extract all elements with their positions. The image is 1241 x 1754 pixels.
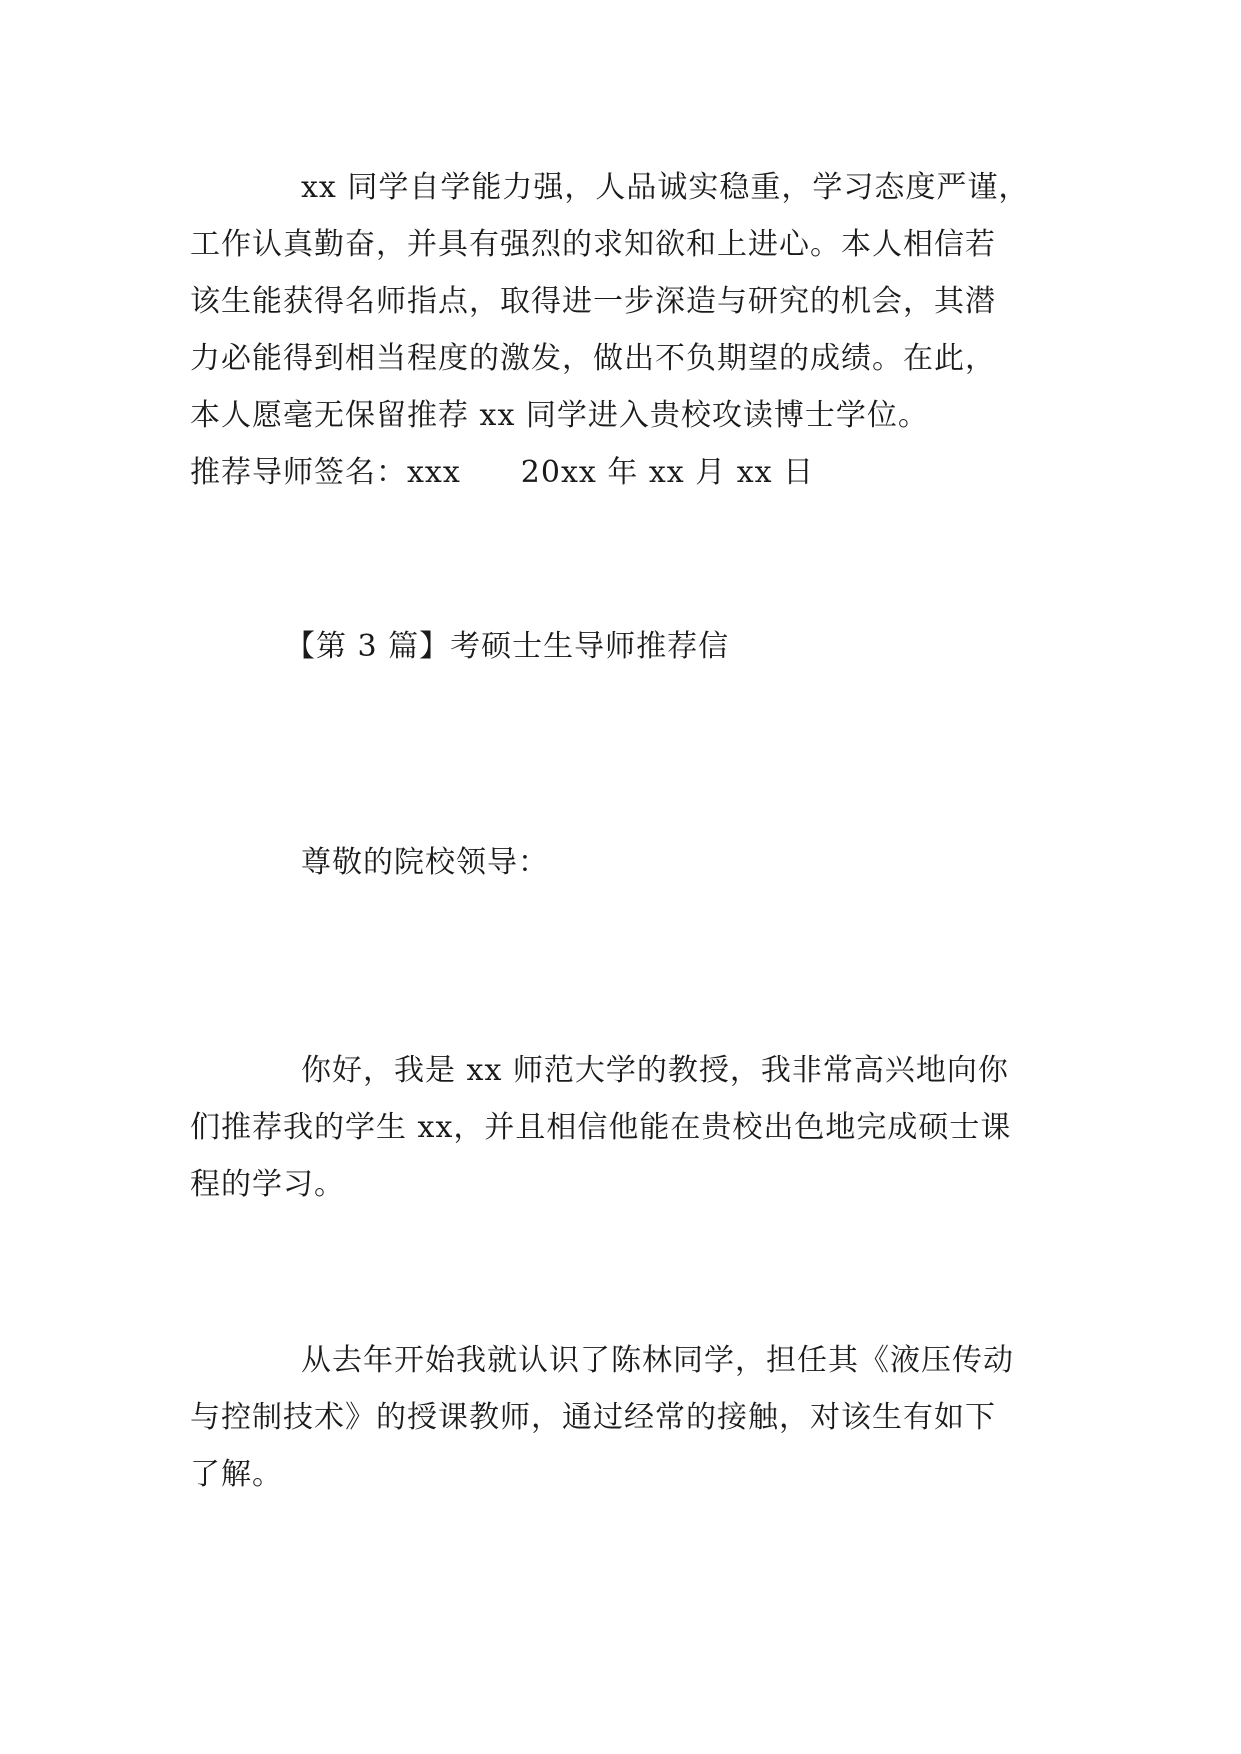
salutation-block	[190, 834, 1070, 891]
paragraph-line: 们推荐我的学生 xx，并且相信他能在贵校出色地完成硕士课	[190, 1110, 1012, 1145]
paragraph-line: 了解。	[190, 1457, 283, 1492]
paragraph-line: 程的学习。	[190, 1167, 345, 1202]
paragraph-line: 本人愿毫无保留推荐 xx 同学进入贵校攻读博士学位。	[190, 398, 929, 433]
section-heading: 【第 3 篇】考硕士生导师推荐信	[285, 629, 730, 664]
paragraph-line: 与控制技术》的授课教师，通过经常的接触，对该生有如下	[190, 1400, 996, 1435]
paragraph-recommendation-close	[190, 159, 1070, 501]
section-heading-block	[190, 618, 1070, 675]
salutation: 尊敬的院校领导：	[301, 845, 549, 880]
paragraph-line: xx 同学自学能力强，人品诚实稳重，学习态度严谨，	[301, 170, 1030, 205]
paragraph-line: 你好，我是 xx 师范大学的教授，我非常高兴地向你	[301, 1053, 1009, 1088]
paragraph-line: 从去年开始我就认识了陈林同学，担任其《液压传动	[301, 1343, 1014, 1378]
signature-label: 推荐导师签名：xxx	[190, 455, 461, 490]
paragraph-introduction	[190, 1042, 1070, 1213]
paragraph-line: 该生能获得名师指点，取得进一步深造与研究的机会，其潜	[190, 284, 996, 319]
paragraph-line: 力必能得到相当程度的激发，做出不负期望的成绩。在此，	[190, 341, 996, 376]
paragraph-line: 工作认真勤奋，并具有强烈的求知欲和上进心。本人相信若	[190, 227, 996, 262]
paragraph-acquaintance	[190, 1332, 1070, 1503]
signature-line	[190, 444, 1070, 501]
signature-date: 20xx 年 xx 月 xx 日	[520, 455, 815, 490]
